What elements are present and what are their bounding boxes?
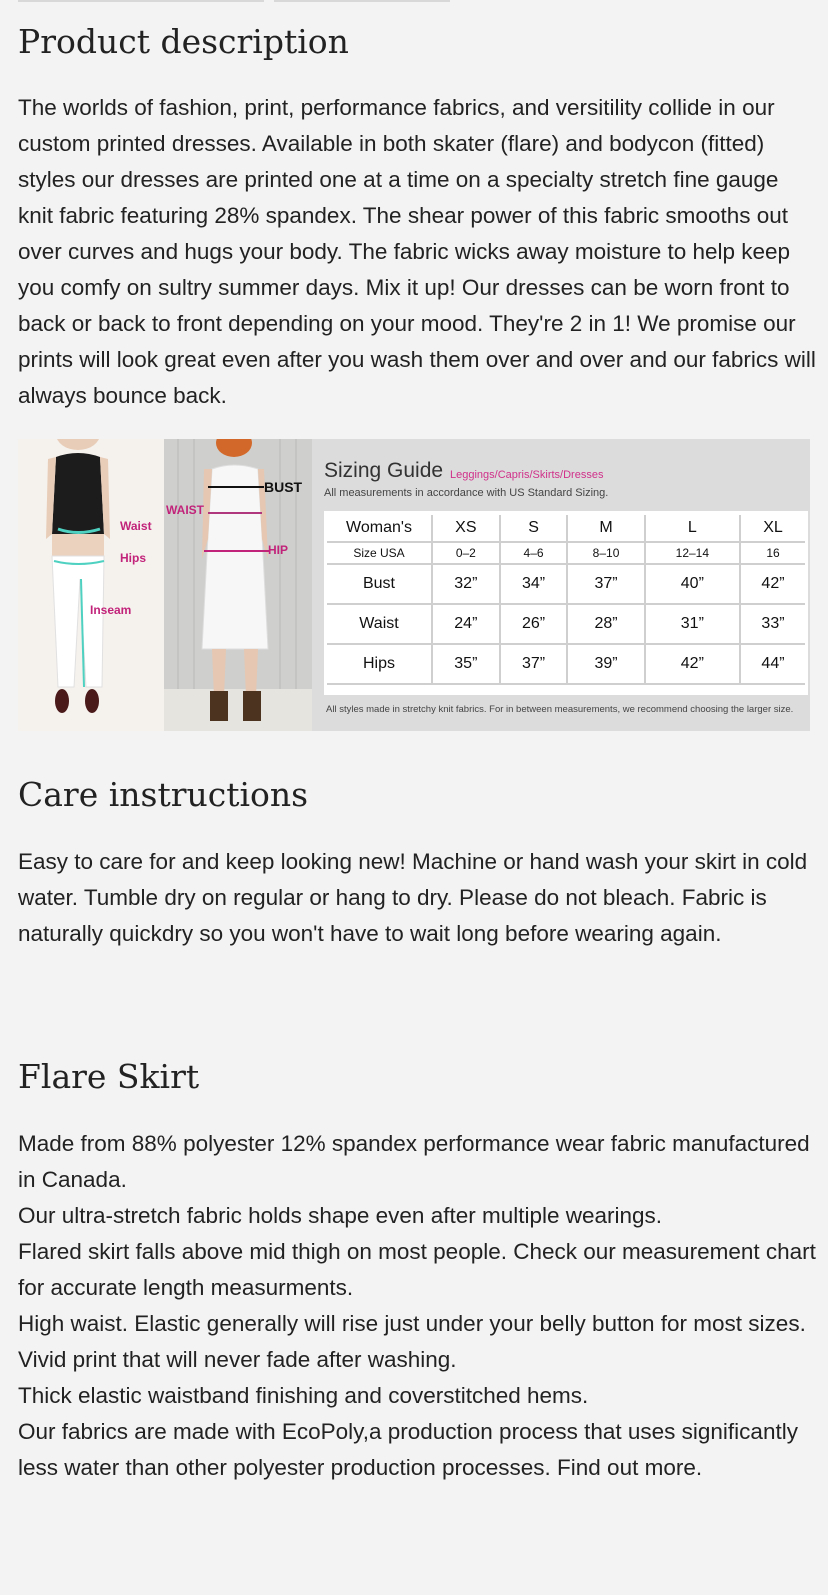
sizing-guide-subtitle: Leggings/Capris/Skirts/Dresses <box>450 469 604 481</box>
table-cell: 28” <box>567 604 644 644</box>
detail-line: Our fabrics are made with EcoPoly,a production process that uses significantly less water than other polyester production processes. Find out more. <box>18 1419 798 1480</box>
sizing-guide-footnote: All styles made in stretchy knit fabrics. For in between measurements, we recommend choosing the larger size. <box>326 704 794 715</box>
table-cell: 40” <box>645 564 740 604</box>
care-instructions-text: Easy to care for and keep looking new! Machine or hand wash your skirt in cold water. Tumble dry on regular or hang to dry. Please do not bleach. Fabric is naturally quickdry so you won't have to wait long before wearing again. <box>18 849 808 946</box>
table-cell: 8–10 <box>567 542 644 564</box>
product-description-text: The worlds of fashion, print, performance fabrics, and versitility collide in our custom printed dresses. Available in both skater (flare) and bodycon (fitted) styles our dresses are printed one at a time on a specialty stretch fine gauge knit fabric featuring 28% spandex. The shear power of this fabric smooths out over curves and hugs your body. The fabric wicks away moisture to help keep you comfy on sultry summer days. Mix it up! Our dresses can be worn front to back or back to front depending on your mood. They're 2 in 1! We promise our prints will look great even after you wash them over and over and our fabrics will always bounce back. <box>18 95 816 408</box>
table-cell: 42” <box>740 564 805 604</box>
table-cell: Hips <box>327 644 432 684</box>
table-cell: 31” <box>645 604 740 644</box>
table-cell: 35” <box>432 644 500 684</box>
hip-label: HIP <box>268 543 289 557</box>
sizing-guide-title: Sizing Guide <box>324 459 444 482</box>
table-cell: 42” <box>645 644 740 684</box>
model-photo-dress <box>164 439 312 731</box>
sizing-guide-panel <box>312 439 810 731</box>
detail-line: Our ultra-stretch fabric holds shape even after multiple wearings. <box>18 1203 663 1228</box>
table-cell: 37” <box>500 644 568 684</box>
bust-label: BUST <box>264 479 303 495</box>
table-cell: Bust <box>327 564 432 604</box>
size-table <box>327 515 805 685</box>
header-cell: XL <box>740 515 805 542</box>
table-cell: 44” <box>740 644 805 684</box>
table-cell: Waist <box>327 604 432 644</box>
table-cell: 34” <box>500 564 568 604</box>
inseam-label: Inseam <box>90 603 132 617</box>
header-cell: M <box>567 515 644 542</box>
tab-indicator[interactable] <box>274 0 450 2</box>
header-cell: S <box>500 515 568 542</box>
detail-line: Made from 88% polyester 12% spandex performance wear fabric manufactured in Canada. <box>18 1131 810 1192</box>
table-row <box>327 604 805 644</box>
size-usa-row <box>327 542 805 564</box>
product-description-heading: Product description <box>18 22 349 61</box>
detail-line: Vivid print that will never fade after washing. <box>18 1347 457 1372</box>
table-cell: 4–6 <box>500 542 568 564</box>
table-cell: 24” <box>432 604 500 644</box>
header-cell: L <box>645 515 740 542</box>
table-cell: 26” <box>500 604 568 644</box>
table-row <box>327 644 805 684</box>
model-photo-front <box>18 439 164 731</box>
sizing-guide-image <box>18 439 810 731</box>
detail-line: Thick elastic waistband finishing and coverstitched hems. <box>18 1383 589 1408</box>
size-chart <box>324 511 808 695</box>
detail-line: Flared skirt falls above mid thigh on most people. Check our measurement chart for accurate length measurments. <box>18 1239 816 1300</box>
detail-line: High waist. Elastic generally will rise just under your belly button for most sizes. <box>18 1311 806 1336</box>
sizing-guide-note: All measurements in accordance with US Standard Sizing. <box>324 487 609 499</box>
flare-skirt-details <box>18 1126 818 1486</box>
header-cell: XS <box>432 515 500 542</box>
table-cell: 12–14 <box>645 542 740 564</box>
table-row <box>327 564 805 604</box>
waist-label: Waist <box>120 519 152 533</box>
table-cell: 32” <box>432 564 500 604</box>
table-cell: 33” <box>740 604 805 644</box>
flare-skirt-heading: Flare Skirt <box>18 1057 200 1096</box>
table-cell: 16 <box>740 542 805 564</box>
header-cell: Woman's <box>327 515 432 542</box>
table-cell: 39” <box>567 644 644 684</box>
table-cell: 37” <box>567 564 644 604</box>
size-table-header <box>327 515 805 542</box>
care-instructions-heading: Care instructions <box>18 775 309 814</box>
waist-label-dress: WAIST <box>166 503 204 517</box>
table-cell: Size USA <box>327 542 432 564</box>
table-cell: 0–2 <box>432 542 500 564</box>
top-tabs <box>18 0 448 2</box>
hips-label: Hips <box>120 551 147 565</box>
tab-indicator[interactable] <box>18 0 264 2</box>
